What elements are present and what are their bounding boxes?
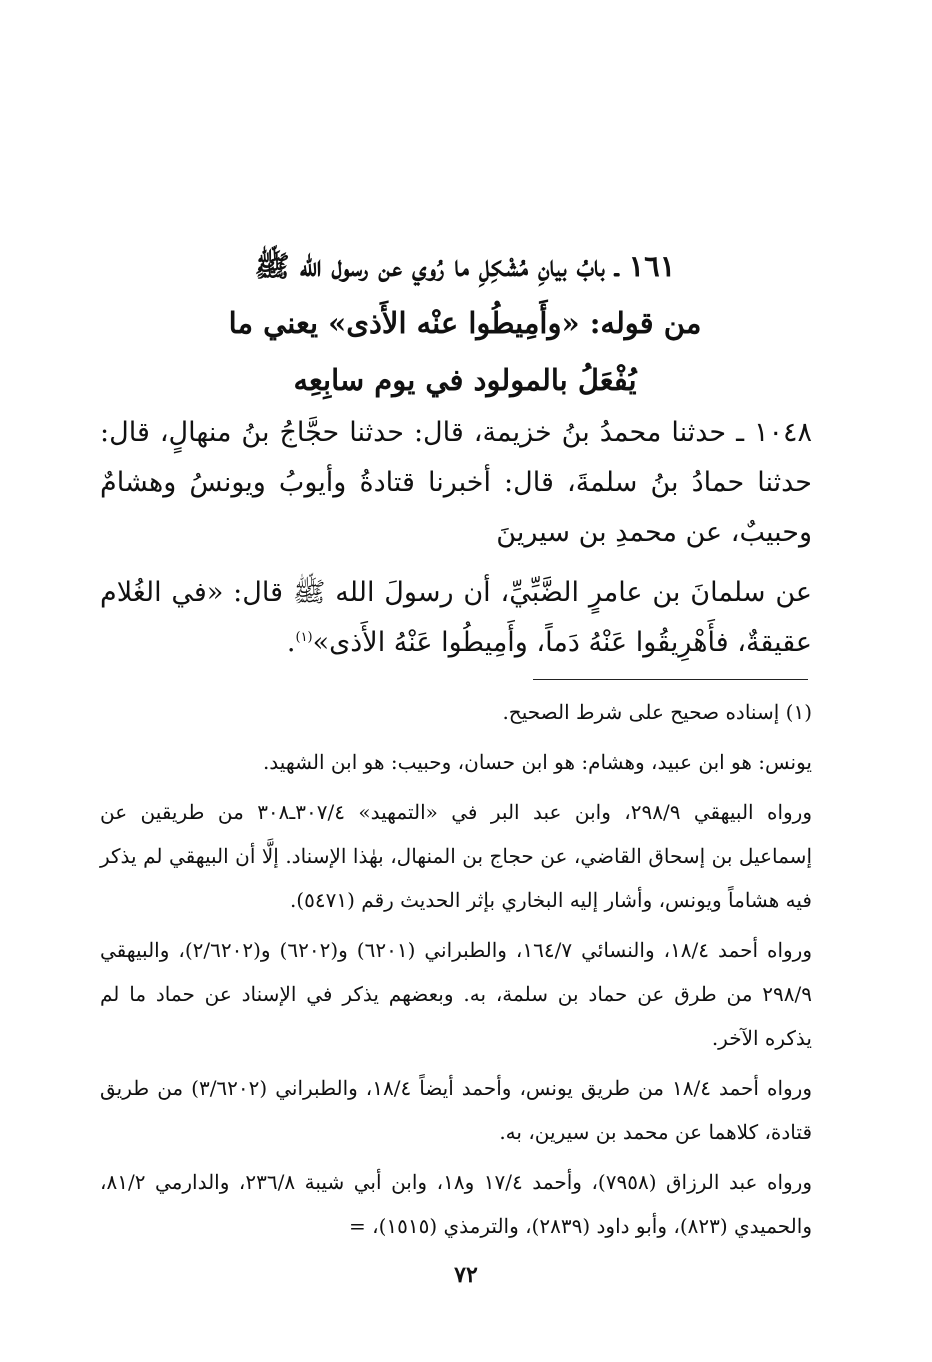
hadith-isnad: [100, 408, 812, 558]
footnotes: [100, 690, 812, 1248]
footnote-item: ورواه أحمد ١٨/٤ من طريق يونس، وأحمد أيضاً ١٨/٤، والطبراني (٣/٦٢٠٢) من طريق قتادة، كلاهما عن محمد بن سيرين، به.: [100, 1076, 812, 1144]
chapter-heading-line: من قوله: «وأَمِيطُوا عنْه الأَذى» يعني ما: [228, 306, 702, 340]
page-number: ٧٢: [454, 1262, 478, 1288]
footnote-reference: (١): [295, 630, 313, 645]
footnote-item: ورواه أحمد ١٨/٤، والنسائي ١٦٤/٧، والطبراني (٦٢٠١) و(٦٢٠٢) و(٢/٦٢٠٢)، والبيهقي ٢٩٨/٩ من طرق عن حماد بن سلمة، به. وبعضهم يذكر في الإسناد عن حماد ما لم يذكره الآخر.: [100, 938, 813, 1050]
hadith-text: [100, 408, 812, 668]
footnote-item: ورواه البيهقي ٢٩٨/٩، وابن عبد البر في «التمهيد» ٣٠٧/٤ـ٣٠٨ من طريقين عن إسماعيل بن إسحاق القاضي، عن حجاج بن المنهال، بهٰذا الإسناد. إلَّا أن البيهقي لم يذكر فيه هشاماً ويونس، وأشار إليه البخاري بإثر الحديث رقم (٥٤٧١).: [100, 800, 812, 912]
footnote-item: يونس: هو ابن عبيد، وهشام: هو ابن حسان، وحبيب: هو ابن الشهيد.: [262, 750, 812, 774]
matn-text: عن سلمانَ بن عامرٍ الضَّبِّيِّ، أن رسولَ الله ﷺ قال: «في الغُلام عقيقةٌ، فأَهْرِيقُوا عَنْهُ دَماً، وأَمِيطُوا عَنْهُ الأَذى»: [100, 577, 812, 658]
chapter-heading-line: يُفْعَلُ بالمولود في يوم سابِعِه: [293, 363, 637, 397]
isnad-text: ١٠٤٨ ـ حدثنا محمدُ بنُ خزيمة، قال: حدثنا حجَّاجُ بنُ منهالٍ، قال: حدثنا حمادُ بنُ سلمةَ، قال: أخبرنا قتادةُ وأيوبُ ويونسُ وهشامٌ وحبيبٌ، عن محمدِ بن سيرينَ: [100, 417, 812, 548]
end-mark: .: [286, 627, 296, 658]
footnote-separator: [533, 679, 808, 680]
chapter-heading-line: ١٦١ ـ بابُ بيانِ مُشْكِلِ ما رُوي عن رسول الله ﷺ: [254, 249, 676, 283]
footnote-item: (١) إسناده صحيح على شرط الصحيح.: [502, 700, 812, 724]
hadith-matn: [100, 568, 812, 668]
chapter-heading: [120, 238, 810, 409]
footnote-item: ورواه عبد الرزاق (٧٩٥٨)، وأحمد ١٧/٤ و١٨، وابن أبي شيبة ٢٣٦/٨، والدارمي ٨١/٢، والحميدي (٨٢٣)، وأبو داود (٢٨٣٩)، والترمذي (١٥١٥)، =: [100, 1170, 813, 1238]
